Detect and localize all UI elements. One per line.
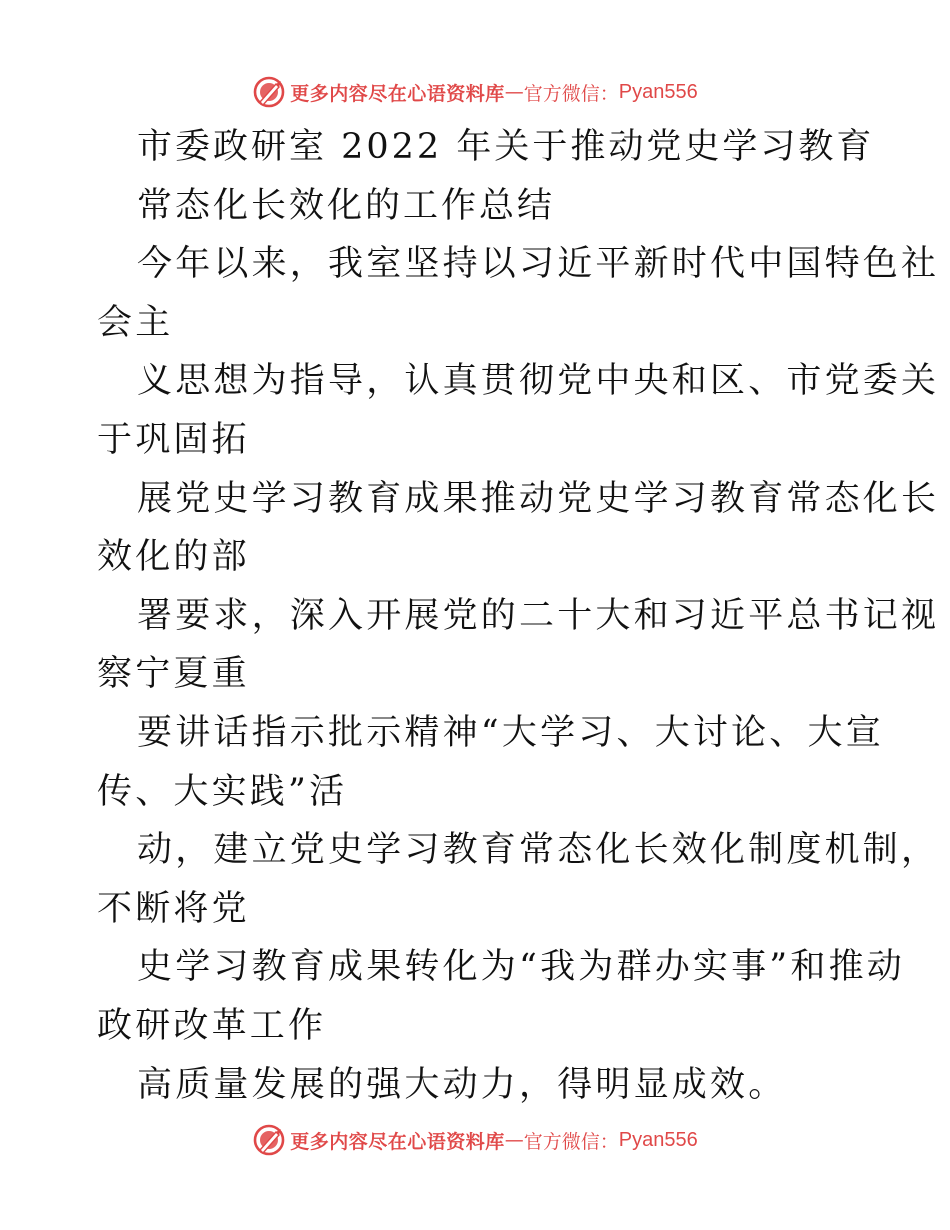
pen-logo-icon: [252, 1123, 286, 1157]
banner-wechat-label: 官方微信：: [523, 82, 619, 105]
paragraph-line: 展党史学习教育成果推动党史学习教育常态化长: [137, 478, 940, 519]
paragraph-line: 史学习教育成果转化为“我为群办实事”和推动: [137, 947, 905, 988]
document-title-line-1: 市委政研室 2022 年关于推动党史学习教育: [137, 127, 875, 167]
paragraph-line: 今年以来，我室坚持以习近平新时代中国特色社: [137, 244, 940, 285]
paragraph-line: 要讲话指示批示精神“大学习、大讨论、大宣: [137, 712, 884, 753]
paragraph-line: 传、大实践”活: [97, 771, 348, 812]
pen-logo-icon: [252, 75, 286, 109]
banner-wechat-id: Pyan556: [618, 1128, 698, 1151]
paragraph-line: 效化的部: [97, 537, 250, 578]
paragraph-line: 义思想为指导，认真贯彻党中央和区、市党委关: [137, 361, 940, 402]
paragraph-line: 高质量发展的强大动力，得明显成效。: [137, 1064, 787, 1105]
banner-separator: —: [504, 81, 524, 103]
paragraph-line: 动，建立党史学习教育常态化长效化制度机制，: [137, 830, 940, 871]
banner-wechat-id: Pyan556: [618, 80, 698, 103]
footer-banner: [0, 1120, 950, 1160]
header-banner: [0, 72, 950, 112]
document-body: [97, 118, 940, 1114]
paragraph-line: 会主: [97, 302, 174, 343]
paragraph-line: 察宁夏重: [97, 654, 250, 695]
banner-main-text: 更多内容尽在心语资料库: [290, 82, 505, 105]
paragraph-line: 政研改革工作: [97, 1005, 327, 1046]
paragraph-line: 于巩固拓: [97, 419, 250, 460]
paragraph-line: 不断将党: [97, 888, 250, 929]
banner-separator: —: [504, 1129, 524, 1151]
document-title-line-2: 常态化长效化的工作总结: [137, 185, 556, 226]
banner-wechat-label: 官方微信：: [523, 1130, 619, 1153]
paragraph-line: 署要求，深入开展党的二十大和习近平总书记视: [137, 595, 940, 636]
banner-main-text: 更多内容尽在心语资料库: [290, 1130, 505, 1153]
